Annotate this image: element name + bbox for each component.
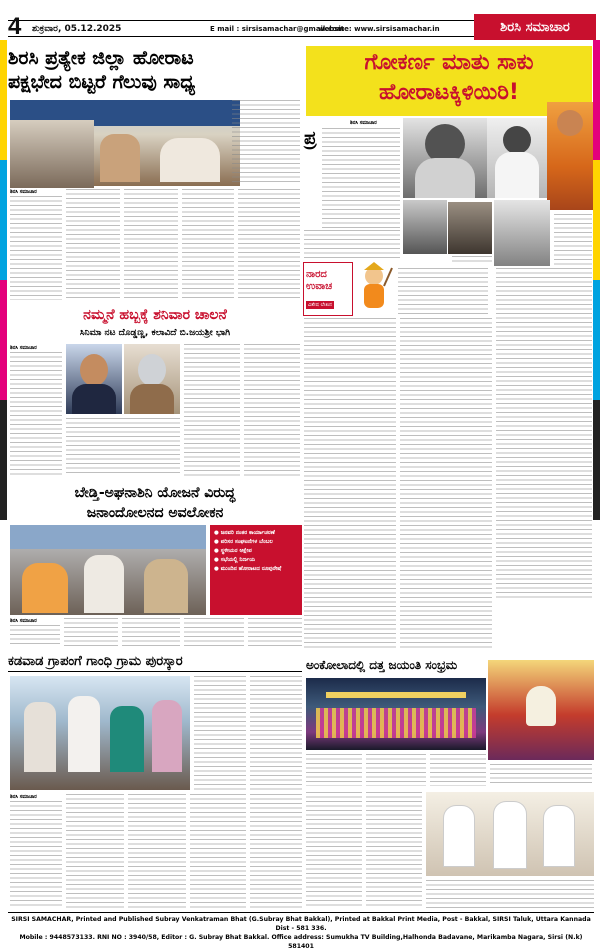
story6-headline: ಕಡವಾಡ ಗ್ರಾಪಂಗೆ ಗಾಂಧಿ ಗ್ರಾಮ ಪುರಸ್ಕಾರ [8, 652, 302, 672]
registration-strip-cyan-right [593, 280, 600, 400]
story5-body-col1 [306, 754, 362, 786]
highlight-item-5: ● ಮುಂದಿನ ಹೋರಾಟದ ರೂಪುರೇಷೆ [214, 566, 282, 572]
story4-body-col5 [248, 618, 302, 648]
story2-dateline: ಶಿರಸಿ ಸಮಾಚಾರ [350, 120, 377, 126]
story5-headline: ಅಂಕೋಲಾದಲ್ಲಿ ದತ್ತ ಜಯಂತಿ ಸಂಭ್ರಮ [306, 658, 458, 672]
registration-strip-black [0, 400, 7, 520]
story2-headline-line2: ಹೋರಾಟಕ್ಕಿಳಿಯಿರಿ! [379, 80, 519, 105]
story1-dateline: ಶಿರಸಿ ಸಮಾಚಾರ [10, 189, 37, 195]
misc-photo-caption [426, 880, 594, 908]
story1-photo-crowd [10, 120, 94, 188]
story6-body-col3 [10, 801, 62, 909]
story3-body-col3 [184, 344, 240, 476]
story2-body-col2 [398, 268, 488, 316]
highlight-item-4-text: ಸಭೆಯಲ್ಲಿ ನಿರ್ಣಯ [220, 557, 256, 563]
story1-headline [8, 46, 301, 94]
story6-body-col7 [250, 794, 302, 908]
story6-body-col5 [128, 794, 186, 908]
story2-body-col1b [304, 230, 400, 260]
story3-photo-jayashree [124, 344, 180, 414]
story6-body-col6 [190, 794, 246, 908]
story4-highlight-box [210, 525, 302, 615]
story2-body-col4 [400, 318, 492, 648]
story2-body-col1 [322, 128, 400, 228]
story5-body-col3 [430, 754, 486, 786]
story5-photo-temple [306, 678, 486, 750]
story3-headline: ನಮ್ಮನೆ ಹಬ್ಬಕ್ಕೆ ಶನಿವಾರ ಚಾಲನೆ [83, 307, 227, 323]
story1-column-text [232, 100, 300, 184]
story3-subhead: ಸಿನಿಮಾ ನಟ ದೊಡ್ಡಣ್ಣ, ಕಲಾವಿದೆ ಬಿ.ಜಯಶ್ರೀ ಭಾಗಿ [79, 328, 231, 338]
misc-photo-leaders [426, 792, 594, 876]
story5-photo-deity [488, 660, 594, 760]
story2-photo-seer [403, 118, 487, 198]
story5-body-col4 [490, 764, 592, 786]
registration-strip-cyan [0, 160, 7, 280]
highlight-item-5-text: ಮುಂದಿನ ಹೋರಾಟದ ರೂಪುರೇಷೆ [220, 566, 282, 572]
story3-body-col2 [66, 418, 180, 476]
story3-photo-doddanna [66, 344, 122, 414]
story2-photo-leader [494, 200, 550, 266]
story6-dateline: ಶಿರಸಿ ಸಮಾಚಾರ [10, 794, 37, 800]
story6-body-col4 [66, 794, 124, 908]
imprint-footer [8, 912, 594, 950]
header-website: website: www.sirsisamachar.in [318, 25, 440, 33]
misc-body-col2 [366, 792, 422, 908]
story2-column-badge [303, 262, 353, 316]
story4-body-col3 [122, 618, 180, 648]
story2-drop-cap: ಪ್ರ [304, 128, 317, 149]
story4-body-col2 [64, 618, 118, 648]
imprint-line1: SIRSI SAMACHAR, Printed and Published Subray Venkatraman Bhat (G.Subray Bhat Bakkal), Printed at Bakkal Print Media, Post - Bakkal, SIRSI Taluk, Uttara Kannada Dist - 581 336. [11, 916, 591, 932]
highlight-item-3-text: ಸ್ಥಳೀಯರ ಆಕ್ಷೇಪ [220, 548, 252, 554]
highlight-item-1: ● ಜನವರಿ ನಂತರ ಕಾರ್ಯಾಚರಣೆ [214, 530, 275, 536]
header-email: E mail : sirsisamachar@gmail.com [210, 25, 345, 33]
highlight-item-1-text: ಜನವರಿ ನಂತರ ಕಾರ್ಯಾಚರಣೆ [220, 530, 275, 536]
column-badge-sub: ವಿಶೇಷ ಲೇಖನ [308, 302, 332, 308]
story1-body-col3 [124, 189, 178, 299]
story1-body-col4 [182, 189, 234, 299]
story2-photo-politician [487, 118, 547, 198]
registration-strip-magenta [0, 280, 7, 400]
story3-dateline: ಶಿರಸಿ ಸಮಾಚಾರ [10, 345, 37, 351]
story4-body-col1 [10, 625, 60, 647]
page-date: ಶುಕ್ರವಾರ, 05.12.2025 [32, 24, 122, 34]
highlight-item-2: ● ಪರಿಸರ ಸಂಘಟನೆಗಳ ಬೆಂಬಲ [214, 539, 273, 545]
highlight-item-4: ● ಸಭೆಯಲ್ಲಿ ನಿರ್ಣಯ [214, 557, 256, 563]
story4-photo-program [10, 525, 206, 615]
story4-dateline: ಶಿರಸಿ ಸಮಾಚಾರ [10, 618, 37, 624]
narada-cartoon [354, 262, 394, 312]
narada-figure-icon [354, 262, 394, 312]
story2-photo-swami [547, 102, 593, 210]
story6-body-col1 [194, 676, 246, 790]
masthead-logo: ಶಿರಸಿ ಸಮಾಚಾರ [474, 14, 596, 40]
story2-headline-line1: ಗೋಕರ್ಣ ಮಾತು ಸಾಕು [364, 50, 534, 75]
registration-strip-black-right [593, 400, 600, 520]
registration-strip-yellow [0, 40, 7, 160]
story1-body-col2 [66, 189, 120, 299]
highlight-item-2-text: ಪರಿಸರ ಸಂಘಟನೆಗಳ ಬೆಂಬಲ [220, 539, 273, 545]
story3-body-col4 [244, 344, 300, 476]
story2-photo-old-man [403, 200, 447, 254]
column-badge-title: ನಾರದ ಉವಾಚ [306, 269, 333, 292]
story2-body-col5 [496, 268, 592, 598]
highlight-item-3: ● ಸ್ಥಳೀಯರ ಆಕ್ಷೇಪ [214, 548, 252, 554]
story1-body-col1 [10, 196, 62, 300]
story5-body-col2 [366, 754, 426, 786]
story4-headline-line2: ಜನಾಂದೋಲನದ ಅವಲೋಕನ [86, 505, 224, 521]
story2-body-col3 [304, 318, 396, 648]
registration-strip-magenta-right [593, 40, 600, 160]
misc-body-col1 [306, 792, 362, 908]
story4-headline-line1: ಬೇಡ್ತಿ-ಅಘನಾಶಿನಿ ಯೋಜನೆ ವಿರುದ್ಧ [74, 485, 236, 501]
page-number: 4 [8, 13, 22, 40]
story6-body-col2 [250, 676, 302, 790]
story2-photo-statue [448, 202, 492, 254]
story2-body-sidebar [554, 214, 592, 266]
story2-photo-caption [452, 256, 492, 262]
story1-body-col5 [238, 189, 300, 299]
story2-headline [306, 48, 592, 108]
story1-headline-line2: ಪಕ್ಷಭೇದ ಬಿಟ್ಟರೆ ಗೆಲುವು ಸಾಧ್ಯ [8, 71, 196, 93]
story1-headline-line1: ಶಿರಸಿ ಪ್ರತ್ಯೇಕ ಜಿಲ್ಲಾ ಹೋರಾಟ [8, 47, 194, 69]
story4-body-col4 [184, 618, 244, 648]
registration-strip-yellow-right [593, 160, 600, 280]
story3-body-col1 [10, 352, 62, 476]
story4-headline [8, 483, 302, 523]
story6-photo-award [10, 676, 190, 790]
imprint-line2: Mobile : 9448573133. RNI NO : 3940/58, Editor : G. Subray Bhat Bakkal. Office address: Sumukha TV Building,Halhonda Badavane, Marikamba Nagara, Sirsi (N.k) 581401 [19, 934, 583, 950]
